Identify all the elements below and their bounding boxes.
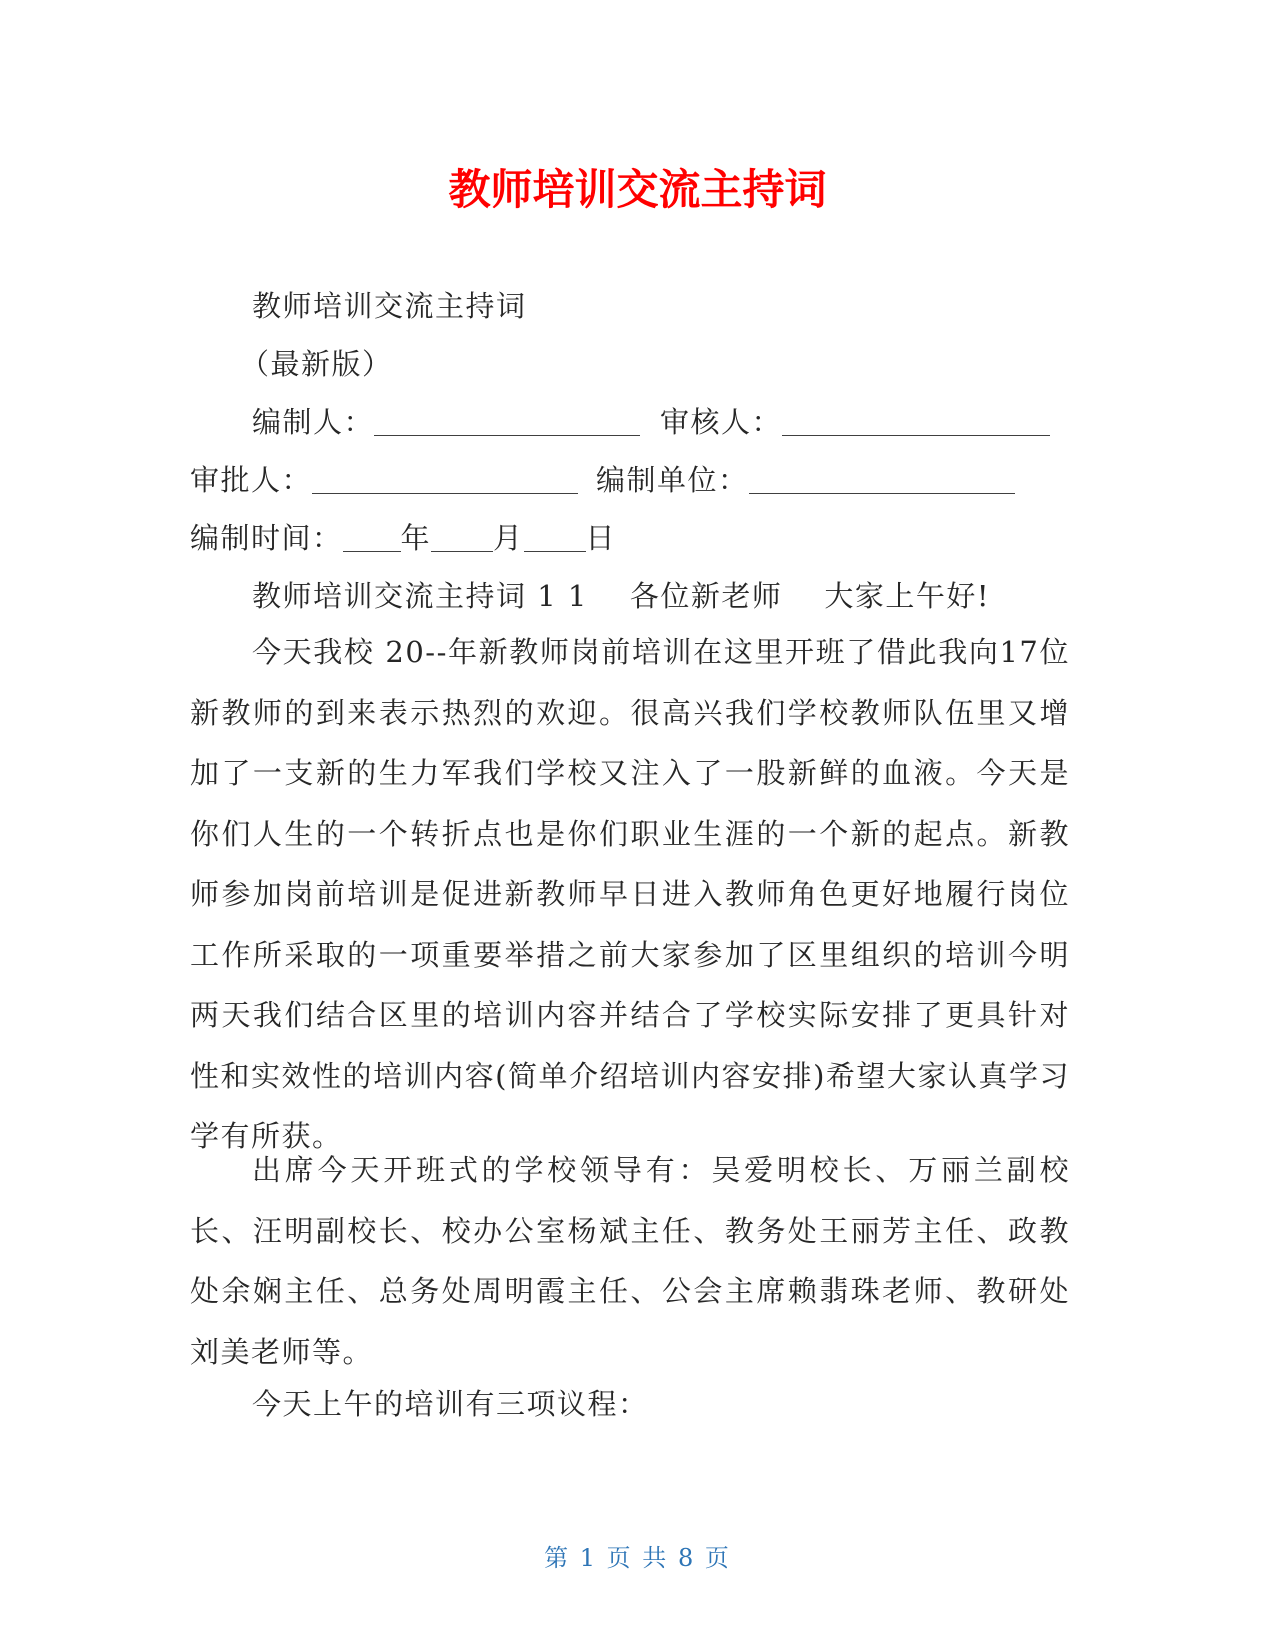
paragraph-agenda: 今天上午的培训有三项议程： (252, 1387, 649, 1421)
day-blank (524, 523, 586, 552)
unit-label: 编制单位： (596, 463, 749, 497)
compiler-reviewer-line (252, 402, 1132, 442)
compiler-blank (374, 407, 640, 436)
greeting-line (252, 576, 1132, 616)
day-label: 日 (585, 521, 617, 555)
month-label: 月 (493, 521, 524, 555)
approver-label: 审批人： (190, 463, 313, 497)
greeting-lead: 教师培训交流主持词 1 1 (252, 579, 588, 613)
approver-unit-line (190, 460, 1070, 500)
document-title: 教师培训交流主持词 (448, 165, 827, 214)
paragraph-attendees: 出席今天开班式的学校领导有：吴爱明校长、万丽兰副校长、汪明副校长、校办公室杨斌主任、教务处王丽芳主任、政教处余娴主任、总务处周明霞主任、公会主席赖翡珠老师、教研处刘美老师等。 (190, 1153, 1070, 1369)
year-label: 年 (400, 521, 432, 555)
greeting-hello: 大家上午好! (824, 579, 991, 613)
compiler-label: 编制人： (252, 405, 375, 439)
reviewer-blank (782, 407, 1050, 436)
unit-blank (749, 465, 1015, 494)
time-line (190, 518, 1070, 558)
greeting-to: 各位新老师 (629, 579, 783, 613)
year-blank (343, 523, 401, 552)
page-footer: 第 1 页 共 8 页 (544, 1544, 731, 1572)
approver-blank (312, 465, 578, 494)
paragraph-welcome: 今天我校 20--年新教师岗前培训在这里开班了借此我向17位新教师的到来表示热烈的欢迎。很高兴我们学校教师队伍里又增加了一支新的生力军我们学校又注入了一股新鲜的血液。今天是你们人生的一个转折点也是你们职业生涯的一个新的起点。新教师参加岗前培训是促进新教师早日进入教师角色更好地履行岗位工作所采取的一项重要举措之前大家参加了区里组织的培训今明两天我们结合区里的培训内容并结合了学校实际安排了更具针对性和实效性的培训内容(简单介绍培训内容安排)希望大家认真学习学有所获。 (190, 635, 1070, 1153)
version-line: （最新版） (240, 347, 393, 381)
doc-name-line: 教师培训交流主持词 (252, 289, 527, 323)
reviewer-label: 审核人： (660, 405, 783, 439)
time-label: 编制时间： (190, 521, 343, 555)
month-blank (431, 523, 493, 552)
